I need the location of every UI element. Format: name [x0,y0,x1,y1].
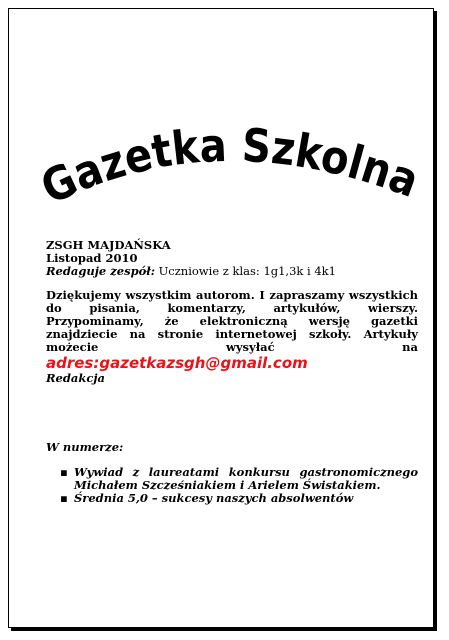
issue-list [46,466,418,505]
school-name: ZSGH MAJDAŃSKA [46,238,171,252]
bullet-icon: ▪ [60,465,68,479]
bullet-icon: ▪ [60,491,68,505]
meta-block [46,239,418,278]
list-item-text: Średnia 5,0 – sukcesy naszych absolwentów [74,491,354,505]
team-line [46,265,418,278]
list-item-text: Wywiad z laureatami konkursu gastronomicznego Michałem Szcześniakiem i Arielem Świstakiem. [74,465,418,492]
masthead-wordart [9,9,435,239]
issue-heading: W numerze: [46,440,124,454]
team-label: Redaguje zespół: [46,264,155,278]
page-content [46,239,418,505]
document-page [8,8,434,628]
thank-you-paragraph: Dziękujemy wszystkim autorom. I zapraszamy wszystkich do pisania, komentarzy, artykułów, wierszy. Przypominamy, że elektroniczną wersję gazetki znajdziecie na stronie internetowej szkoły. Artykuły możecie wysyłać na [46,288,418,354]
signature: Redakcja [46,371,105,385]
list-item [60,491,418,505]
email-address: adres:gazetkazsgh@gmail.com [46,354,308,372]
issue-contents [46,441,418,505]
issue-date: Listopad 2010 [46,251,138,265]
team-value: Uczniowie z klas: 1g1,3k i 4k1 [158,264,336,278]
list-item [60,465,418,492]
masthead-title: Gazetka Szkolna [32,117,430,215]
